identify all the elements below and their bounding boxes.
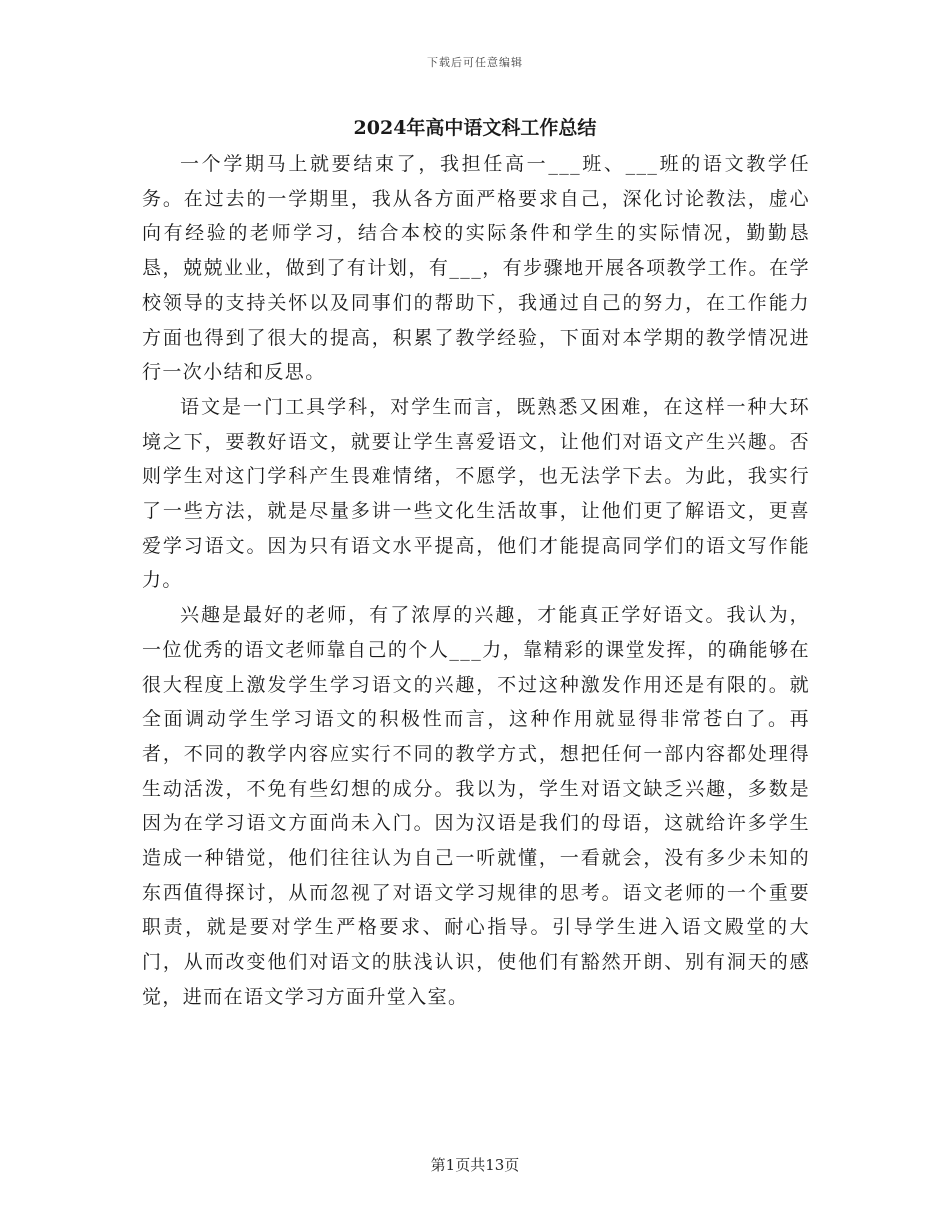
- paragraph-1: 一个学期马上就要结束了，我担任高一___班、___班的语文教学任务。在过去的一学期里，我从各方面严格要求自己，深化讨论教法，虚心向有经验的老师学习，结合本校的实际条件和学生的实际情况，勤勤恳恳，兢兢业业，做到了有计划，有___，有步骤地开展各项教学工作。在学校领导的支持关怀以及同事们的帮助下，我通过自己的努力，在工作能力方面也得到了很大的提高，积累了教学经验，下面对本学期的教学情况进行一次小结和反思。: [142, 153, 810, 384]
- paragraph-3: 兴趣是最好的老师，有了浓厚的兴趣，才能真正学好语文。我认为，一位优秀的语文老师靠自己的个人___力，靠精彩的课堂发挥，的确能够在很大程度上激发学生学习语文的兴趣，不过这种激发作用还是有限的。就全面调动学生学习语文的积极性而言，这种作用就显得非常苍白了。再者，不同的教学内容应实行不同的教学方式，想把任何一部内容都处理得生动活泼，不免有些幻想的成分。我以为，学生对语文缺乏兴趣，多数是因为在学习语文方面尚未入门。因为汉语是我们的母语，这就给许多学生造成一种错觉，他们往往认为自己一听就懂，一看就会，没有多少未知的东西值得探讨，从而忽视了对语文学习规律的思考。语文老师的一个重要职责，就是要对学生严格要求、耐心指导。引导学生进入语文殿堂的大门，从而改变他们对语文的肤浅认识，使他们有豁然开朗、别有洞天的感觉，进而在语文学习方面升堂入室。: [142, 604, 810, 1008]
- paragraph-2: 语文是一门工具学科，对学生而言，既熟悉又困难，在这样一种大环境之下，要教好语文，就要让学生喜爱语文，让他们对语文产生兴趣。否则学生对这门学科产生畏难情绪，不愿学，也无法学下去。为此，我实行了一些方法，就是尽量多讲一些文化生活故事，让他们更了解语文，更喜爱学习语文。因为只有语文水平提高，他们才能提高同学们的语文写作能力。: [142, 395, 810, 592]
- download-note: 下载后可任意编辑: [427, 56, 523, 69]
- document-body: [142, 147, 810, 1015]
- page-number: 第1页共13页: [430, 1156, 520, 1174]
- document-title: 2024年高中语文科工作总结: [353, 117, 597, 139]
